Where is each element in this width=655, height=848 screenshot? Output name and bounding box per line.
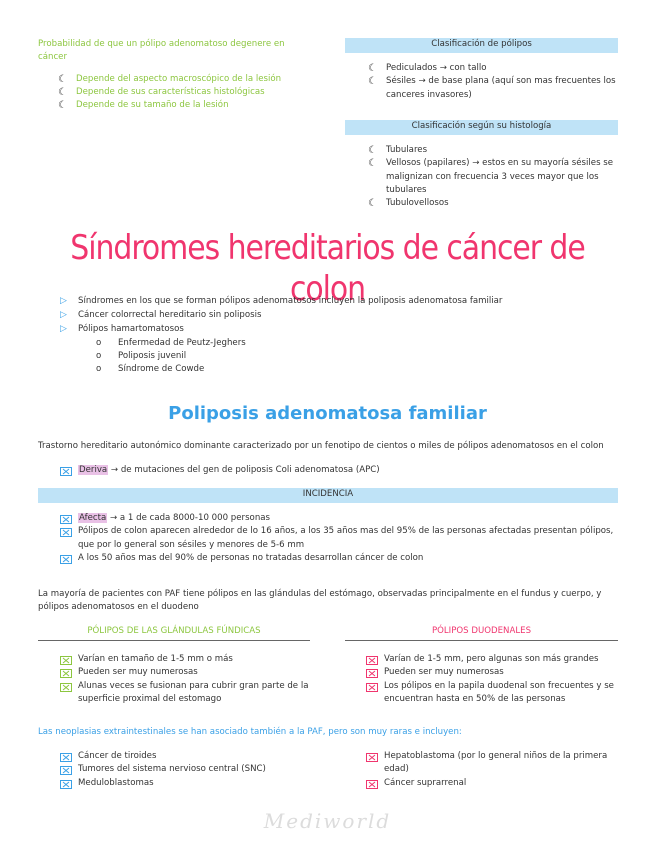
incidencia-list: [60, 512, 620, 565]
neoplasias-intro: Las neoplasias extraintestinales se han asociado también a la PAF, pero son muy raras e incluyen:: [38, 727, 462, 737]
list-item: Tumores del sistema nervioso central (SNC): [60, 763, 315, 776]
list-item: Varían en tamaño de 1-5 mm o más: [60, 653, 315, 666]
duodenales-list: [366, 653, 618, 706]
moon-bullet-icon: ☾: [368, 158, 377, 170]
sub-list-item: o Síndrome de Cowde: [96, 364, 205, 375]
list-item: ▷ Síndromes en los que se forman pólipos adenomatosos incluyen la poliposis adenomatosa familiar: [60, 295, 620, 309]
glandulas-header: PÓLIPOS DE LAS GLÁNDULAS FÚNDICAS: [38, 625, 310, 641]
deriva-item: Deriva → de mutaciones del gen de poliposis Coli adenomatosa (APC): [60, 464, 620, 477]
neoplasias-left-list: [60, 750, 315, 790]
deriva-label: Deriva: [79, 465, 108, 475]
x-box-icon: [60, 528, 72, 537]
moon-bullet-icon: ☾: [368, 145, 377, 156]
list-item: ▷ Cáncer colorrectal hereditario sin poliposis: [60, 309, 620, 323]
list-item: ☾ Vellosos (papilares) → estos en su mayoría sésiles se malignizan con frecuencia 3 veces mayor que los tubulares: [368, 158, 614, 195]
glandulas-list: [60, 653, 315, 706]
list-item: Afecta → a 1 de cada 8000-10 000 personas: [60, 512, 620, 525]
list-item: ☾ Tubulares: [368, 145, 428, 156]
paf-title: Poliposis adenomatosa familiar: [168, 403, 487, 424]
watermark: Mediworld: [263, 809, 392, 833]
list-item: Meduloblastomas: [60, 777, 315, 790]
list-item: ☾ Depende de su tamaño de la lesión: [58, 100, 229, 112]
x-box-icon: [366, 669, 378, 678]
clasificacion-list: [368, 62, 618, 102]
afecta-label: Afecta: [79, 513, 107, 523]
moon-bullet-icon: ☾: [58, 100, 67, 112]
x-box-icon: [60, 669, 72, 678]
x-box-icon: [60, 766, 72, 775]
list-item: ☾ Tubulovellosos: [368, 198, 449, 210]
list-item: ☾ Depende de sus características histológicas: [58, 86, 265, 98]
list-item: A los 50 años mas del 90% de personas no tratadas desarrollan cáncer de colon: [60, 552, 620, 565]
x-box-icon: [60, 656, 72, 665]
x-box-icon: [60, 467, 72, 476]
list-item: Pueden ser muy numerosas: [366, 666, 618, 679]
x-box-icon: [366, 683, 378, 692]
x-box-icon: [60, 753, 72, 762]
main-title: Síndromes hereditarios de cáncer de colon: [70, 228, 585, 309]
probabilidad-section: [38, 38, 303, 113]
list-item: Varían de 1-5 mm, pero algunas son más grandes: [366, 653, 618, 666]
list-item: Alunas veces se fusionan para cubrir gran parte de la superficie proximal del estomago: [60, 680, 315, 707]
clasificacion-header: Clasificación de pólipos: [345, 38, 618, 53]
list-item: ☾ Pediculados → con tallo: [368, 63, 487, 74]
paf-note: La mayoría de pacientes con PAF tiene pólipos en las glándulas del estómago, observadas principalmente en el fundus y cuerpo, y pólipos adenomatosos en el duodeno: [38, 589, 602, 613]
x-box-icon: [60, 780, 72, 789]
moon-bullet-icon: ☾: [368, 198, 377, 210]
list-item: Pueden ser muy numerosas: [60, 666, 315, 679]
list-item: Cáncer suprarrenal: [366, 777, 618, 790]
probabilidad-intro: Probabilidad de que un pólipo adenomatoso degenere en cáncer: [38, 39, 285, 63]
list-item: ☾ Depende del aspecto macroscópico de la lesión: [58, 73, 282, 85]
list-item: Pólipos de colon aparecen alrededor de lo 16 años, a los 35 años mas del 95% de las personas afectadas presentan pólipos, que por lo general son sésiles y menores de 5-6 mm: [60, 525, 620, 552]
x-box-icon: [60, 683, 72, 692]
histologia-list: [368, 144, 618, 211]
duodenales-header: PÓLIPOS DUODENALES: [345, 625, 618, 641]
list-item: Cáncer de tiroides: [60, 750, 315, 763]
list-item: Hepatoblastoma (por lo general niños de la primera edad): [366, 750, 618, 777]
moon-bullet-icon: ☾: [368, 76, 377, 88]
incidencia-header: INCIDENCIA: [38, 488, 618, 503]
triangle-bullet-icon: ▷: [60, 296, 67, 306]
list-item: Los pólipos en la papila duodenal son frecuentes y se encuentran hasta en 50% de las personas: [366, 680, 618, 707]
syndromes-list: [60, 295, 620, 377]
triangle-bullet-icon: ▷: [60, 309, 67, 320]
moon-bullet-icon: ☾: [368, 63, 377, 74]
neoplasias-right-list: [366, 750, 618, 790]
moon-bullet-icon: ☾: [58, 86, 67, 98]
x-box-icon: [366, 780, 378, 789]
x-box-icon: [60, 515, 72, 524]
x-box-icon: [60, 555, 72, 564]
sub-list-item: o Enfermedad de Peutz-Jeghers: [96, 337, 246, 348]
triangle-bullet-icon: ▷: [60, 323, 67, 334]
x-box-icon: [366, 656, 378, 665]
moon-bullet-icon: ☾: [58, 73, 67, 85]
paf-definition: Trastorno hereditario autonómico dominante caracterizado por un fenotipo de cientos o miles de pólipos adenomatosos en el colon: [38, 441, 604, 451]
sub-list-item: o Poliposis juvenil: [96, 351, 187, 362]
histologia-header: Clasificación según su histología: [345, 120, 618, 135]
list-item: ☾ Sésiles → de base plana (aquí son mas frecuentes los canceres invasores): [368, 76, 616, 100]
x-box-icon: [366, 753, 378, 762]
list-item: ▷ Pólipos hamartomatosos: [60, 323, 620, 337]
